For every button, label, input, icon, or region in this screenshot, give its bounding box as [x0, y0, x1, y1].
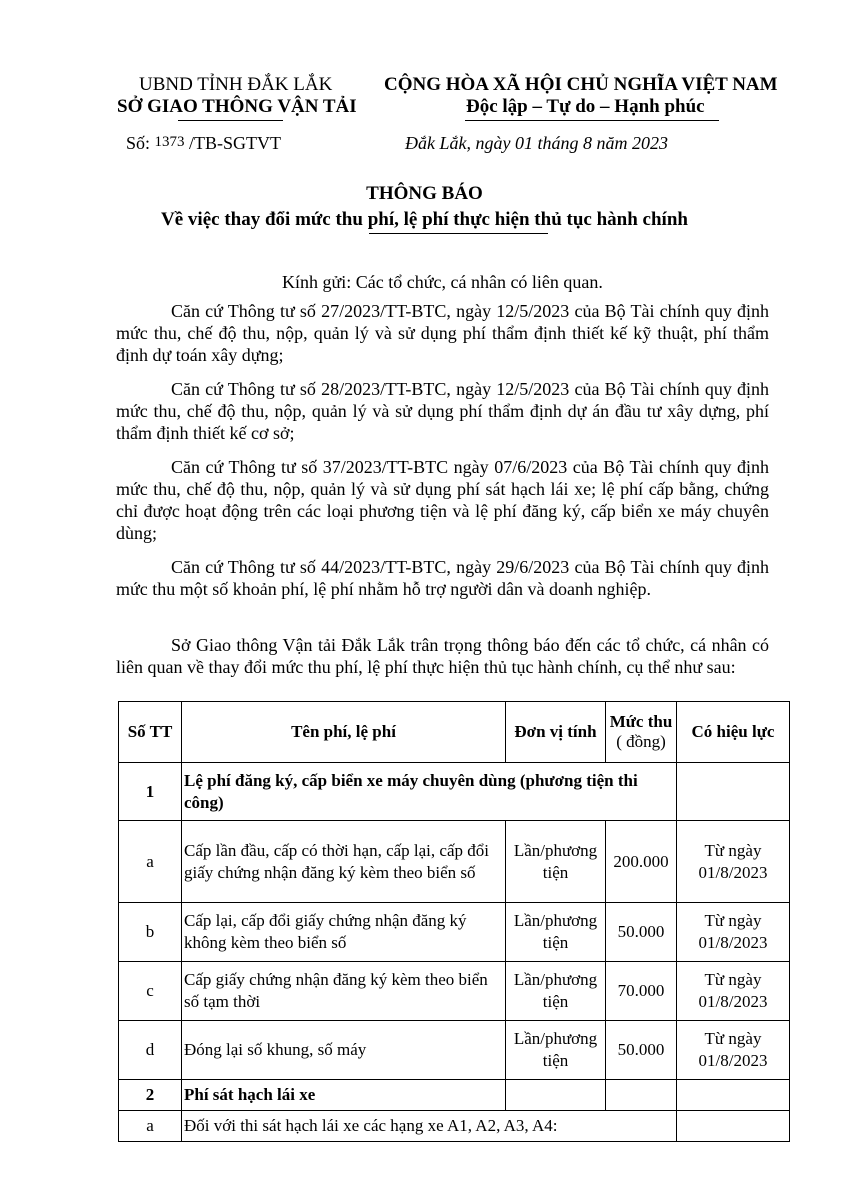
row-effective-line1: Từ ngày: [704, 840, 762, 860]
row-effective-date: 01/8/2023: [698, 992, 768, 1011]
row-unit: [506, 1021, 606, 1080]
row-effective: [677, 821, 790, 903]
row-rate: 50.000: [606, 1021, 677, 1080]
header-effective: Có hiệu lực: [677, 702, 790, 763]
table-row: [119, 821, 790, 903]
row-unit-line2: tiện: [542, 862, 569, 882]
row-unit: [506, 1080, 606, 1111]
row-name: Cấp lại, cấp đổi giấy chứng nhận đăng ký không kèm theo biển số: [182, 903, 506, 962]
org-name: SỞ GIAO THÔNG VẬN TẢI: [117, 96, 357, 117]
row-effective: [677, 1021, 790, 1080]
row-rate: 200.000: [606, 821, 677, 903]
row-unit-line1: Lần/phương: [513, 1029, 598, 1048]
table-header-row: [119, 702, 790, 763]
row-no: 2: [119, 1080, 182, 1111]
row-unit-line1: Lần/phương: [513, 970, 598, 989]
row-no: d: [119, 1021, 182, 1080]
row-name: Đóng lại số khung, số máy: [182, 1021, 506, 1080]
org-parent: UBND TỈNH ĐẮK LẮK: [139, 74, 333, 95]
doc-number-prefix: Số:: [126, 133, 151, 153]
row-name: Cấp lần đầu, cấp có thời hạn, cấp lại, cấp đổi giấy chứng nhận đăng ký kèm theo biển số: [182, 821, 506, 903]
row-effective: [677, 763, 790, 821]
row-no: b: [119, 903, 182, 962]
place-date: Đắk Lắk, ngày 01 tháng 8 năm 2023: [405, 133, 668, 153]
row-effective-line1: Từ ngày: [704, 911, 762, 930]
table-row: [119, 1021, 790, 1080]
doc-number-suffix: /TB-SGTVT: [189, 133, 282, 153]
paragraph-1: Căn cứ Thông tư số 27/2023/TT-BTC, ngày 12/5/2023 của Bộ Tài chính quy định mức thu, chế độ thu, nộp, quản lý và sử dụng phí thẩm định thiết kế kỹ thuật, phí thẩm định dự toán xây dựng;: [116, 301, 769, 365]
notice-subject: Về việc thay đổi mức thu phí, lệ phí thực hiện thủ tục hành chính: [161, 209, 688, 230]
doc-number: [126, 133, 281, 154]
row-effective: [677, 903, 790, 962]
row-no: c: [119, 962, 182, 1021]
row-unit-line1: Lần/phương: [513, 840, 598, 860]
org-underline: [178, 120, 283, 121]
row-rate: 50.000: [606, 903, 677, 962]
row-unit: [506, 962, 606, 1021]
header-rate-label: Mức thu: [609, 712, 673, 731]
table-row: [119, 962, 790, 1021]
table-row: [119, 1111, 790, 1142]
paragraph-2: Căn cứ Thông tư số 28/2023/TT-BTC, ngày 12/5/2023 của Bộ Tài chính quy định mức thu, chế độ thu, nộp, quản lý và sử dụng phí thẩm định dự án đầu tư xây dựng, phí thẩm định thiết kế cơ sở;: [116, 379, 769, 443]
row-effective-date: 01/8/2023: [698, 1051, 768, 1070]
row-unit-line1: Lần/phương: [513, 911, 598, 930]
header-no: Số TT: [119, 702, 182, 763]
subject-underline: [369, 233, 548, 234]
row-effective-date: 01/8/2023: [698, 933, 768, 952]
paragraph-4: Căn cứ Thông tư số 44/2023/TT-BTC, ngày 29/6/2023 của Bộ Tài chính quy định mức thu một số khoản phí, lệ phí nhằm hỗ trợ người dân và doanh nghiệp.: [116, 557, 769, 599]
row-no: a: [119, 821, 182, 903]
notice-title: THÔNG BÁO: [366, 183, 483, 204]
row-effective: [677, 962, 790, 1021]
row-no: a: [119, 1111, 182, 1142]
row-effective: [677, 1111, 790, 1142]
row-no: 1: [119, 763, 182, 821]
header-rate: [606, 702, 677, 763]
row-unit: [506, 903, 606, 962]
row-effective: [677, 1080, 790, 1111]
row-unit-line2: tiện: [542, 1051, 569, 1070]
row-rate: 70.000: [606, 962, 677, 1021]
row-unit: [506, 821, 606, 903]
row-rate: [606, 1080, 677, 1111]
row-name: Đối với thi sát hạch lái xe các hạng xe A1, A2, A3, A4:: [182, 1111, 677, 1142]
nation-title: CỘNG HÒA XÃ HỘI CHỦ NGHĨA VIỆT NAM: [384, 74, 778, 95]
row-effective-date: 01/8/2023: [698, 862, 768, 882]
paragraph-5: Sở Giao thông Vận tải Đắk Lắk trân trọng thông báo đến các tổ chức, cá nhân có liên quan về thay đổi mức thu phí, lệ phí thực hiện thủ tục hành chính, cụ thể như sau:: [116, 635, 769, 677]
row-effective-line1: Từ ngày: [704, 1029, 762, 1048]
motto-underline: [465, 120, 719, 121]
row-name: Cấp giấy chứng nhận đăng ký kèm theo biển số tạm thời: [182, 962, 506, 1021]
table-row: [119, 1080, 790, 1111]
table-row: [119, 903, 790, 962]
header-name: Tên phí, lệ phí: [182, 702, 506, 763]
header-rate-unit: ( đồng): [616, 732, 666, 751]
row-effective-line1: Từ ngày: [704, 970, 762, 989]
doc-number-value: 1373: [154, 134, 185, 150]
fee-table: [118, 701, 790, 1142]
salutation: Kính gửi: Các tổ chức, cá nhân có liên quan.: [282, 272, 603, 292]
row-name: Phí sát hạch lái xe: [182, 1080, 506, 1111]
row-name: Lệ phí đăng ký, cấp biển xe máy chuyên dùng (phương tiện thi công): [182, 763, 677, 821]
row-unit-line2: tiện: [542, 992, 569, 1011]
header-unit: Đơn vị tính: [506, 702, 606, 763]
paragraph-3: Căn cứ Thông tư số 37/2023/TT-BTC ngày 07/6/2023 của Bộ Tài chính quy định mức thu, chế độ thu, nộp, quản lý và sử dụng phí sát hạch lái xe; lệ phí cấp bằng, chứng chỉ được hoạt động trên các loại phương tiện và lệ phí đăng ký, cấp biển xe máy chuyên dùng;: [116, 457, 769, 543]
row-unit-line2: tiện: [542, 933, 569, 952]
table-row: [119, 763, 790, 821]
nation-motto: Độc lập – Tự do – Hạnh phúc: [466, 96, 705, 117]
